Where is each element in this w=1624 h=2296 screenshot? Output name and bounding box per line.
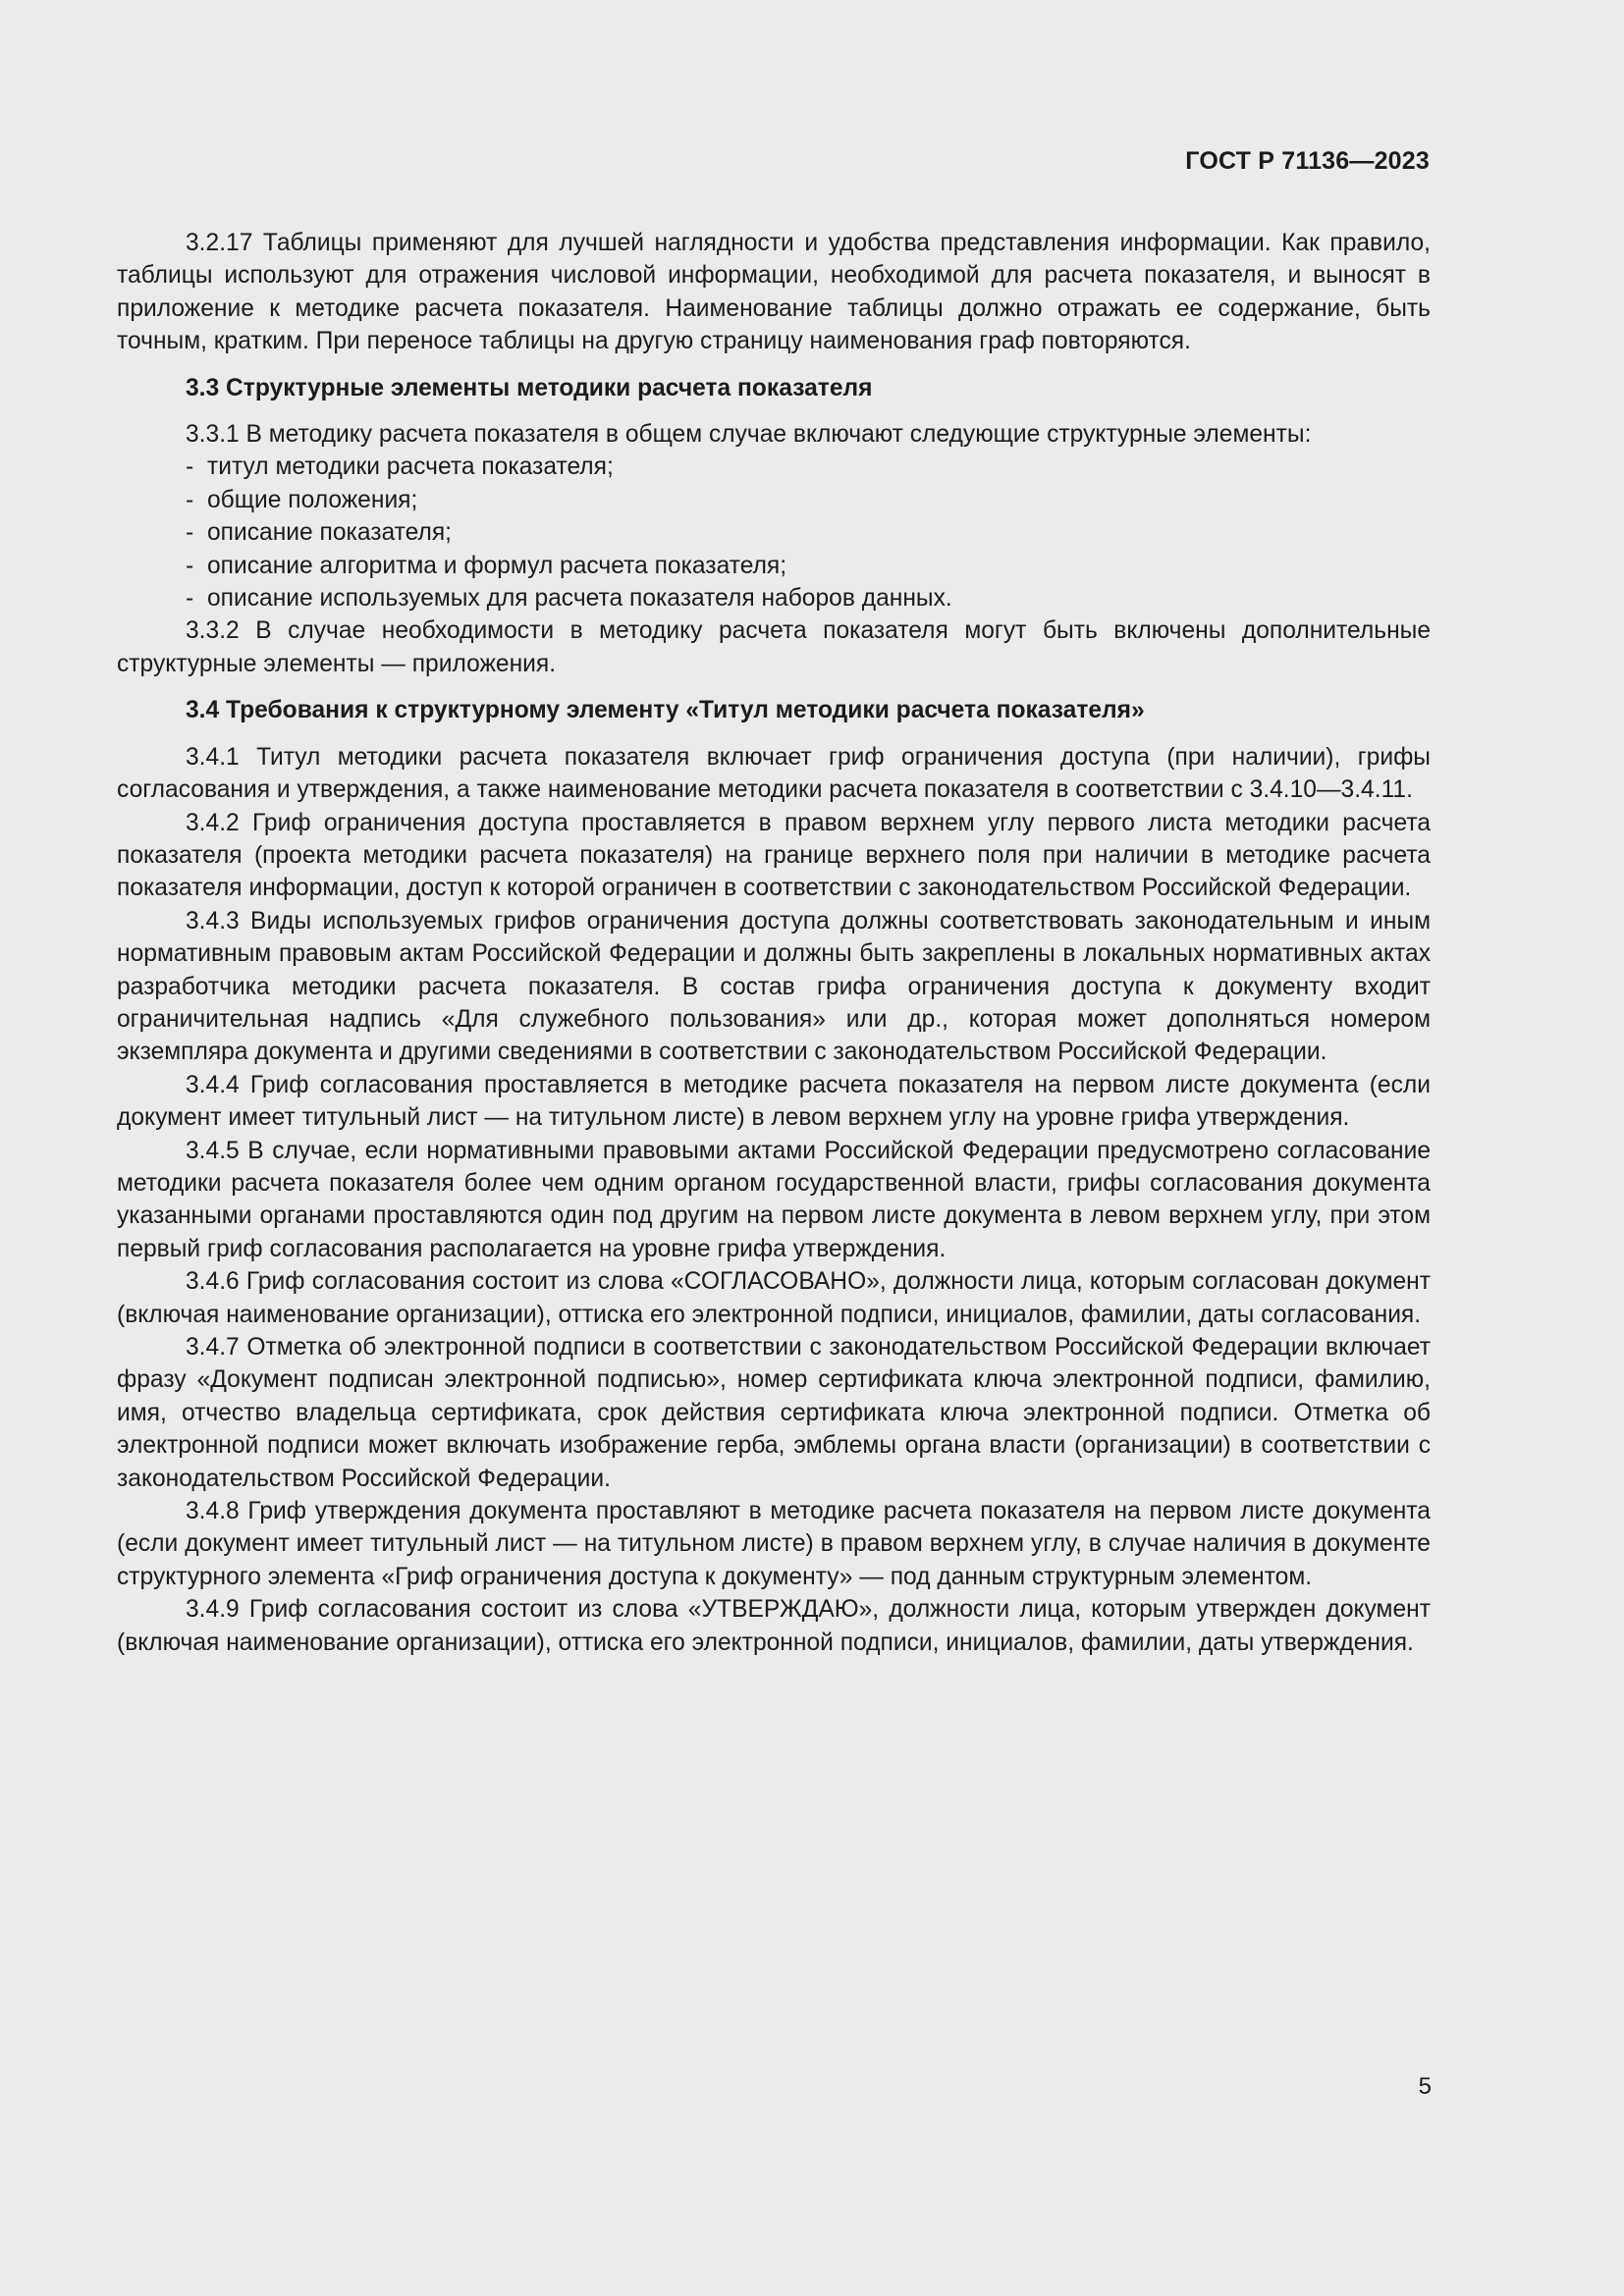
list-item: [117, 582, 1431, 614]
paragraph-3-4-1: 3.4.1 Титул методики расчета показателя включает гриф ограничения доступа (при наличии), грифы согласования и утверждения, а также наименование методики расчета показателя в соответствии с 3.4.10—3.4.11.: [117, 743, 1431, 804]
list-item-text: титул методики расчета показателя;: [207, 454, 614, 481]
paragraph-3-3-1: 3.3.1 В методику расчета показателя в общем случае включают следующие структурные элементы:: [186, 421, 1312, 449]
paragraph-3-4-7: 3.4.7 Отметка об электронной подписи в соответствии с законодательством Российской Федерации включает фразу «Документ подписан электронной подписью», номер сертификата ключа электронной подписи, фамилию, имя, отчество владельца сертификата, срок действия сертификата ключа электронной подписи. Отметка об электронной подписи может включать изображение герба, эмблемы органа власти (организации) в соответствии с законодательством Российской Федерации.: [117, 1334, 1431, 1492]
section-heading-3-3: 3.3 Структурные элементы методики расчета показателя: [186, 374, 873, 401]
list-dash: -: [186, 585, 194, 613]
list-item-text: описание показателя;: [207, 519, 452, 547]
document-standard-id: ГОСТ Р 71136—2023: [1185, 147, 1430, 175]
paragraph-3-4-3: 3.4.3 Виды используемых грифов ограничения доступа должны соответствовать законодательным и иным нормативным правовым актам Российской Федерации и должны быть закреплены в локальных нормативных актах разработчика методики расчета показателя. В состав грифа ограничения доступа к документу входит ограничительная надпись «Для служебного пользования» или др., которая может дополняться номером экземпляра документа и другими сведениями в соответствии с законодательством Российской Федерации.: [117, 907, 1431, 1066]
paragraph-3-4-8: 3.4.8 Гриф утверждения документа проставляют в методике расчета показателя на первом листе документа (если документ имеет титульный лист — на титульном листе) в правом верхнем углу, в случае наличия в документе структурного элемента «Гриф ограничения доступа к документу» — под данным структурным элементом.: [117, 1498, 1431, 1590]
list-item: [117, 516, 1431, 549]
list-item: [117, 484, 1431, 516]
structural-elements-list: [117, 451, 1431, 614]
list-item-text: общие положения;: [207, 486, 418, 513]
paragraph-3-4-5: 3.4.5 В случае, если нормативными правовыми актами Российской Федерации предусмотрено согласование методики расчета показателя более чем одним органом государственной власти, грифы согласования документа указанными органами проставляются один под другим на первом листе документа в левом верхнем углу, при этом первый гриф согласования располагается на уровне грифа утверждения.: [117, 1137, 1431, 1262]
paragraph-3-2-17: 3.2.17 Таблицы применяют для лучшей наглядности и удобства представления информации. Как правило, таблицы используют для отражения числовой информации, необходимой для расчета показателя, и выносят в приложение к методике расчета показателя. Наименование таблицы должно отражать ее содержание, быть точным, кратким. При переносе таблицы на другую страницу наименования граф повторяются.: [117, 230, 1431, 355]
list-dash: -: [186, 552, 194, 579]
list-item-text: описание используемых для расчета показателя наборов данных.: [207, 585, 952, 613]
paragraph-3-4-9: 3.4.9 Гриф согласования состоит из слова «УТВЕРЖДАЮ», должности лица, которым утвержден документ (включая наименование организации), оттиска его электронной подписи, инициалов, фамилии, даты утверждения.: [117, 1596, 1431, 1656]
list-dash: -: [186, 486, 194, 513]
paragraph-3-4-4: 3.4.4 Гриф согласования проставляется в методике расчета показателя на первом листе документа (если документ имеет титульный лист — на титульном листе) в левом верхнем углу на уровне грифа утверждения.: [117, 1071, 1431, 1132]
list-dash: -: [186, 454, 194, 481]
list-item-text: описание алгоритма и формул расчета показателя;: [207, 552, 787, 579]
list-dash: -: [186, 519, 194, 547]
paragraph-3-4-6: 3.4.6 Гриф согласования состоит из слова «СОГЛАСОВАНО», должности лица, которым согласован документ (включая наименование организации), оттиска его электронной подписи, инициалов, фамилии, даты согласования.: [117, 1268, 1431, 1328]
list-item: [117, 550, 1431, 582]
paragraph-3-4-2: 3.4.2 Гриф ограничения доступа проставляется в правом верхнем углу первого листа методики расчета показателя (проекта методики расчета показателя) на границе верхнего поля при наличии в методике расчета показателя информации, доступ к которой ограничен в соответствии с законодательством Российской Федерации.: [117, 809, 1431, 902]
section-heading-3-4: 3.4 Требования к структурному элементу «Титул методики расчета показателя»: [186, 697, 1145, 724]
paragraph-3-3-2: 3.3.2 В случае необходимости в методику расчета показателя могут быть включены дополнительные структурные элементы — приложения.: [117, 617, 1431, 677]
page-number: 5: [1418, 2073, 1432, 2100]
document-body: [117, 227, 1431, 1659]
list-item: [117, 451, 1431, 483]
